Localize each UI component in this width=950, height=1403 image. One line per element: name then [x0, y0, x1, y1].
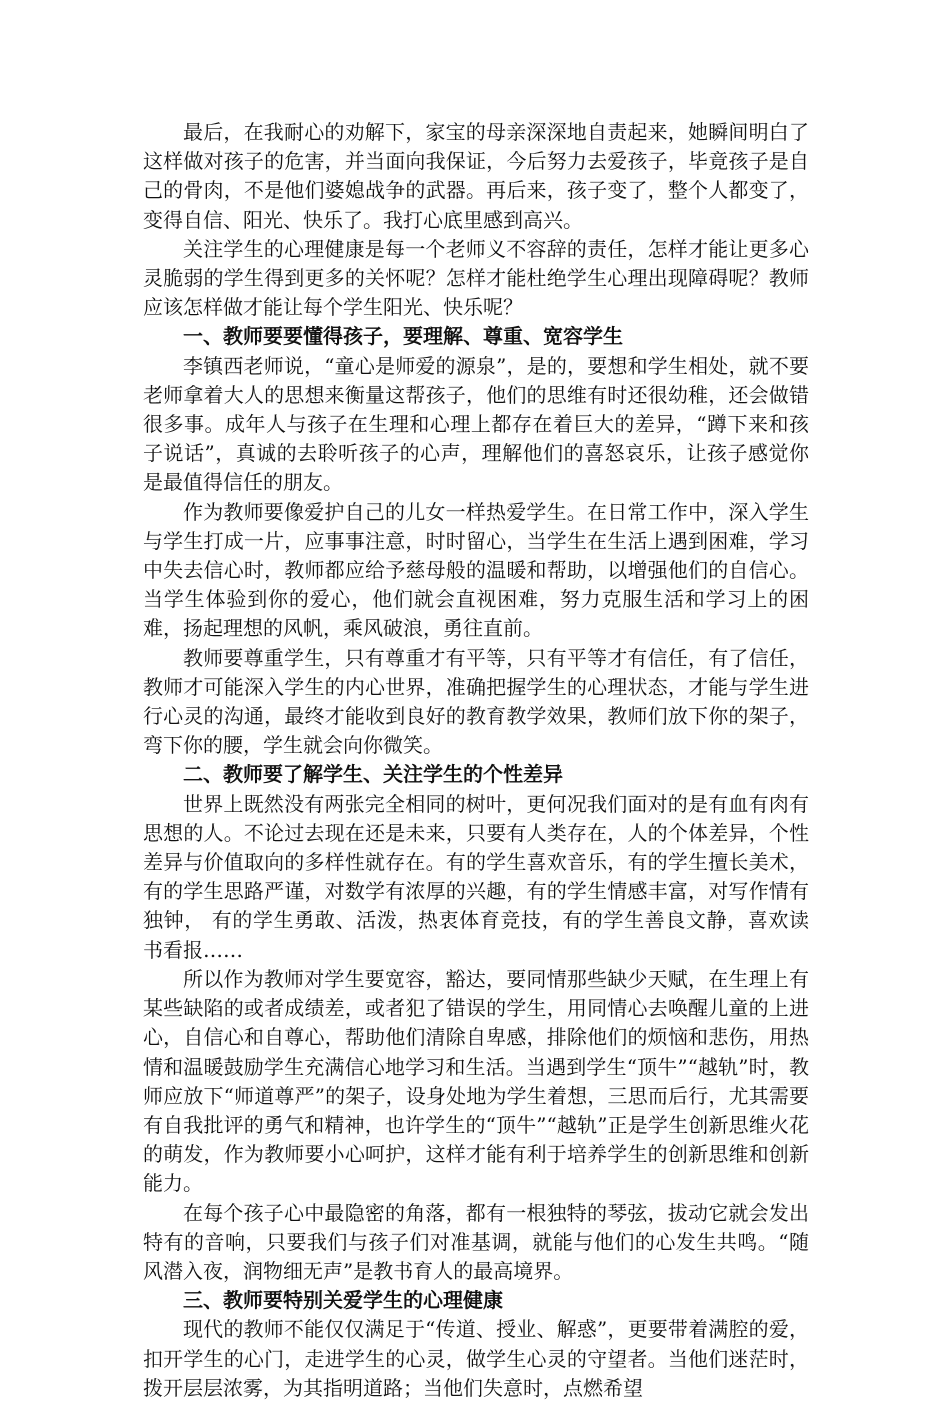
paragraph-heartstrings: 在每个孩子心中最隐密的角落，都有一根独特的琴弦，拔动它就会发出特有的音响，只要我们与孩子们对准基调，就能与他们的心发生共鸣。“随风潜入夜，润物细无声”是教书育人的最高境界。 [143, 1200, 809, 1283]
paragraph-respect-students: 教师要尊重学生，只有尊重才有平等，只有平等才有信任，有了信任，教师才可能深入学生的内心世界，准确把握学生的心理状态，才能与学生进行心灵的沟通，最终才能收到良好的教育教学效果，教师们放下你的架子，弯下你的腰，学生就会向你微笑。 [143, 645, 809, 758]
document-page [143, 118, 809, 1403]
paragraph-tolerance: 所以作为教师对学生要宽容，豁达，要同情那些缺少天赋，在生理上有某些缺陷的或者成绩差，或者犯了错误的学生，用同情心去唤醒儿童的上进心，自信心和自尊心，帮助他们清除自卑感，排除他们的烦恼和悲伤，用热情和温暖鼓励学生充满信心地学习和生活。当遇到学生“顶牛”“越轨”时，教师应放下“师道尊严”的架子，设身处地为学生着想，三思而后行，尤其需要有自我批评的勇气和精神，也许学生的“顶牛”“越轨”正是学生创新思维火花的萌发，作为教师要小心呵护，这样才能有利于培养学生的创新思维和创新能力。 [143, 966, 809, 1196]
paragraph-individual-differences: 世界上既然没有两张完全相同的树叶，更何况我们面对的是有血有肉有思想的人。不论过去现在还是未来，只要有人类存在，人的个体差异，个性差异与价值取向的多样性就存在。有的学生喜欢音乐，有的学生擅长美术，有的学生思路严谨，对数学有浓厚的兴趣，有的学生情感丰富，对写作情有独钟， 有的学生勇敢、活泼，热衷体育竞技，有的学生善良文静，喜欢读书看报…… [143, 791, 809, 962]
paragraph-family-outcome: 最后，在我耐心的劝解下，家宝的母亲深深地自责起来，她瞬间明白了这样做对孩子的危害，并当面向我保证，今后努力去爱孩子，毕竟孩子是自己的骨肉，不是他们婆媳战争的武器。再后来，孩子变了，整个人都变了，变得自信、阳光、快乐了。我打心底里感到高兴。 [143, 120, 809, 232]
paragraph-teacher-responsibility: 关注学生的心理健康是每一个老师义不容辞的责任，怎样才能让更多心灵脆弱的学生得到更多的关怀呢？怎样才能杜绝学生心理出现障碍呢？教师应该怎样做才能让每个学生阳光、快乐呢？ [143, 236, 809, 320]
section-heading-3: 三、教师要特别关爱学生的心理健康 [183, 1288, 503, 1313]
section-heading-2: 二、教师要了解学生、关注学生的个性差异 [183, 762, 563, 787]
paragraph-love-students: 作为教师要像爱护自己的儿女一样热爱学生。在日常工作中，深入学生与学生打成一片，应事事注意，时时留心，当学生在生活上遇到困难，学习中失去信心时，教师都应给予慈母般的温暖和帮助，以增强他们的自信心。当学生体验到你的爱心，他们就会直视困难，努力克服生活和学习上的困难，扬起理想的风帆，乘风破浪，勇往直前。 [143, 499, 809, 641]
paragraph-modern-teacher: 现代的教师不能仅仅满足于“传道、授业、解惑”，更要带着满腔的爱，扣开学生的心门，走进学生的心灵，做学生心灵的守望者。当他们迷茫时，拨开层层浓雾，为其指明道路；当他们失意时，点燃希望 [143, 1317, 809, 1400]
paragraph-childlike-heart: 李镇西老师说，“童心是师爱的源泉”，是的，要想和学生相处，就不要老师拿着大人的思想来衡量这帮孩子，他们的思维有时还很幼稚，还会做错很多事。成年人与孩子在生理和心理上都存在着巨大的差异，“蹲下来和孩子说话”，真诚的去聆听孩子的心声，理解他们的喜怒哀乐，让孩子感觉你是最值得信任的朋友。 [143, 353, 809, 495]
section-heading-1: 一、教师要要懂得孩子，要理解、尊重、宽容学生 [183, 324, 623, 349]
